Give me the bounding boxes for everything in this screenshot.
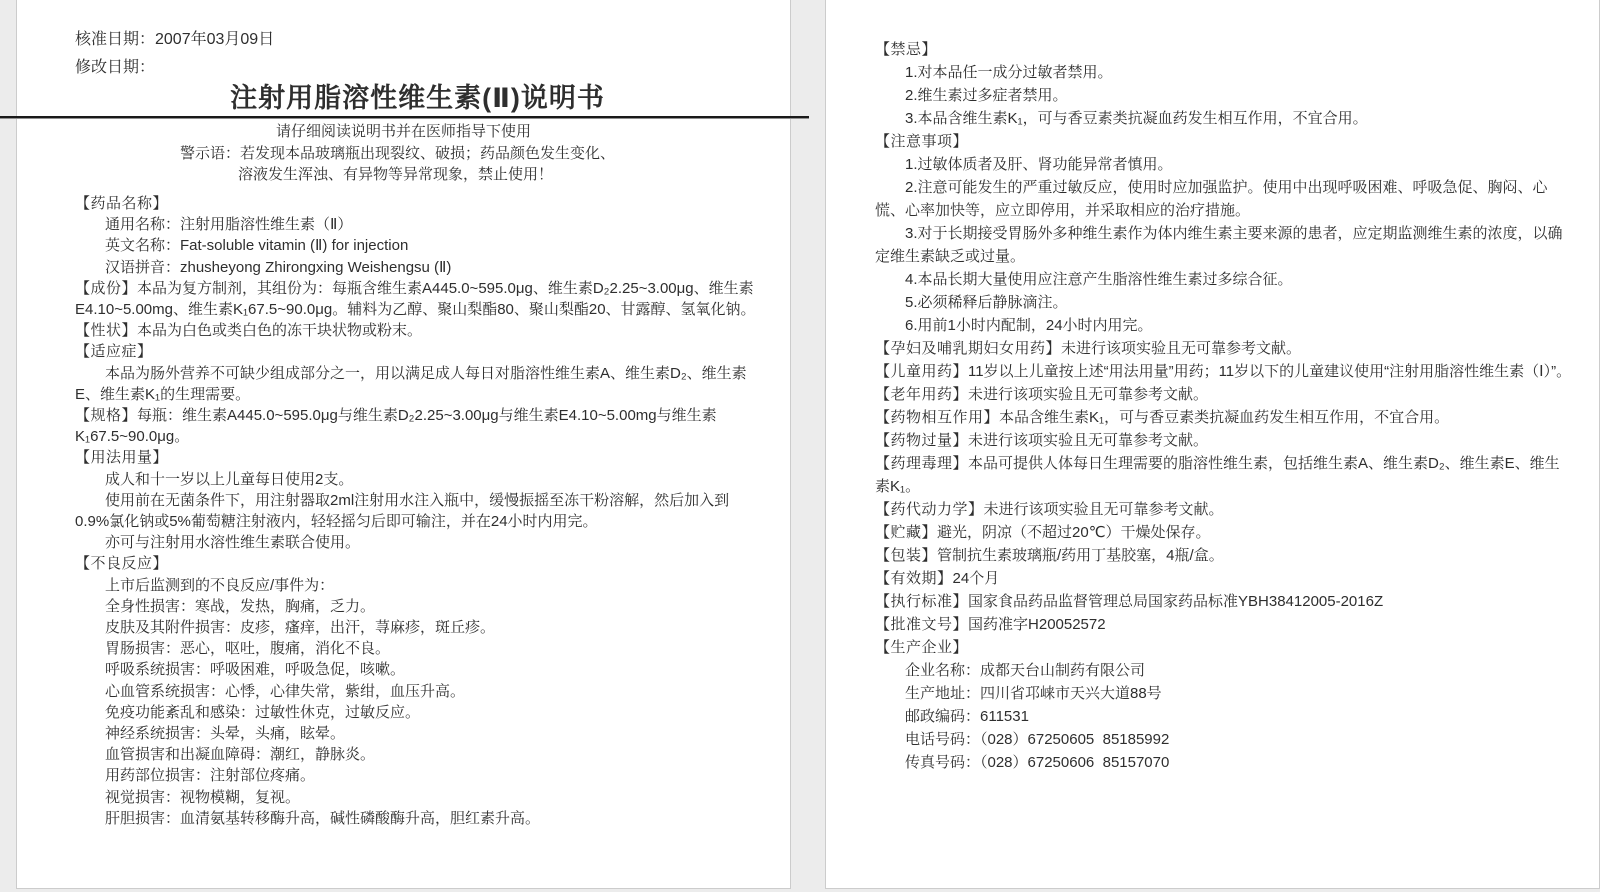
section-paragraph: 【贮藏】避光，阴凉（不超过20℃）干燥处保存。 bbox=[875, 524, 1211, 541]
section-heading: 【药物相互作用】 bbox=[875, 409, 1000, 426]
text-line: 心血管系统损害：心悸，心律失常，紫绀，血压升高。 bbox=[105, 682, 466, 700]
page1-body bbox=[75, 193, 759, 829]
warning-line-1: 警示语：若发现本品玻璃瓶出现裂纹、破损；药品颜色发生变化、 bbox=[180, 144, 616, 162]
section-paragraph: 【儿童用药】11岁以上儿童按上述“用法用量”用药；11岁以下的儿童建议使用“注射用脂溶性维生素（Ⅰ）”。 bbox=[875, 363, 1572, 380]
section-paragraph: 【老年用药】未进行该项实验且无可靠参考文献。 bbox=[875, 386, 1209, 403]
section-heading: 【孕妇及哺乳期妇女用药】 bbox=[875, 340, 1062, 357]
warning-block bbox=[17, 121, 790, 186]
section-paragraph: 【规格】每瓶：维生素A445.0~595.0μg与维生素D₂2.25~3.00μg与维生素E4.10~5.00mg与维生素K₁67.5~90.0μg。 bbox=[75, 407, 717, 446]
section-heading: 【有效期】 bbox=[875, 570, 953, 587]
text-line: 神经系统损害：头晕，头痛，眩晕。 bbox=[105, 725, 346, 743]
page1-header bbox=[75, 26, 274, 82]
section-paragraph bbox=[875, 636, 1573, 659]
section-heading: 【注意事项】 bbox=[875, 133, 969, 150]
section-heading: 【性状】 bbox=[75, 322, 138, 340]
text-line: 3.对于长期接受胃肠外多种维生素作为体内维生素主要来源的患者，应定期监测维生素的浓度，以确定维生素缺乏或过量。 bbox=[875, 225, 1563, 265]
text-line: 电话号码：（028）67250605 85185992 bbox=[905, 731, 1170, 748]
revision-date: 修改日期： bbox=[75, 59, 156, 76]
section-heading: 【药理毒理】 bbox=[875, 455, 969, 472]
text-line: 传真号码：（028）67250606 85157070 bbox=[905, 754, 1170, 771]
section-paragraph bbox=[75, 193, 759, 214]
section-heading: 【药物过量】 bbox=[875, 432, 969, 449]
section-paragraph bbox=[75, 341, 759, 362]
section-paragraph: 【执行标准】国家食品药品监督管理总局国家药品标准YBH38412005-2016Z bbox=[875, 593, 1384, 610]
text-line: 视觉损害：视物模糊，复视。 bbox=[105, 788, 301, 806]
text-line: 本品为肠外营养不可缺少组成部分之一，用以满足成人每日对脂溶性维生素A、维生素D₂、维生素E、维生素K₁的生理需要。 bbox=[75, 364, 747, 403]
section-heading: 【成份】 bbox=[75, 279, 138, 297]
section-heading: 【执行标准】 bbox=[875, 593, 969, 610]
text-line: 全身性损害：寒战，发热，胸痛，乏力。 bbox=[105, 597, 376, 615]
title-rule-shadow bbox=[0, 118, 809, 119]
section-heading: 【适应症】 bbox=[75, 343, 153, 361]
text-line: 5.必须稀释后静脉滴注。 bbox=[905, 294, 1068, 311]
text-line: 胃肠损害：恶心，呕吐，腹痛，消化不良。 bbox=[105, 640, 391, 658]
text-line: 血管损害和出凝血障碍：潮红，静脉炎。 bbox=[105, 746, 376, 764]
text-line: 邮政编码：611531 bbox=[905, 708, 1029, 725]
text-line: 皮肤及其附件损害：皮疹，瘙痒，出汗，荨麻疹，斑丘疹。 bbox=[105, 619, 496, 637]
warning-line-2: 溶液发生浑浊、有异物等异常现象，禁止使用！ bbox=[238, 166, 554, 184]
section-paragraph: 【包装】管制抗生素玻璃瓶/药用丁基胶塞，4瓶/盒。 bbox=[875, 547, 1224, 564]
section-paragraph: 【性状】本品为白色或类白色的冻干块状物或粉末。 bbox=[75, 322, 423, 340]
section-heading: 【药品名称】 bbox=[75, 195, 169, 212]
text-line: 上市后监测到的不良反应/事件为： bbox=[105, 576, 335, 594]
section-heading: 【不良反应】 bbox=[75, 555, 169, 573]
text-line: 亦可与注射用水溶性维生素联合使用。 bbox=[105, 534, 361, 552]
text-line: 2.注意可能发生的严重过敏反应，使用时应加强监护。使用中出现呼吸困难、呼吸急促、胸闷、心慌、心率加快等，应立即停用，并采取相应的治疗措施。 bbox=[875, 179, 1548, 219]
section-paragraph: 【药物过量】未进行该项实验且无可靠参考文献。 bbox=[875, 432, 1209, 449]
text-line: 使用前在无菌条件下，用注射器取2ml注射用水注入瓶中，缓慢振摇至冻干粉溶解，然后加入到0.9%氯化钠或5%葡萄糖注射液内，轻轻摇匀后即可输注，并在24小时内用完。 bbox=[75, 491, 730, 531]
section-heading: 【老年用药】 bbox=[875, 386, 969, 403]
text-line: 成人和十一岁以上儿童每日使用2支。 bbox=[105, 470, 354, 488]
section-paragraph: 【孕妇及哺乳期妇女用药】未进行该项实验且无可靠参考文献。 bbox=[875, 340, 1302, 357]
section-heading: 【禁忌】 bbox=[875, 41, 938, 58]
text-line: 6.用前1小时内配制，24小时内用完。 bbox=[905, 317, 1153, 334]
page-title: 注射用脂溶性维生素(Ⅱ)说明书 bbox=[230, 83, 605, 113]
text-line: 2.维生素过多症者禁用。 bbox=[905, 87, 1068, 104]
section-paragraph: 【药代动力学】未进行该项实验且无可靠参考文献。 bbox=[875, 501, 1224, 518]
text-line: 用药部位损害：注射部位疼痛。 bbox=[105, 767, 316, 785]
text-line: 1.过敏体质者及肝、肾功能异常者慎用。 bbox=[905, 156, 1173, 173]
section-heading: 【用法用量】 bbox=[75, 449, 169, 467]
section-heading: 【生产企业】 bbox=[875, 639, 969, 656]
section-heading: 【儿童用药】 bbox=[875, 363, 969, 380]
text-line: 企业名称：成都天台山制药有限公司 bbox=[905, 662, 1146, 679]
section-paragraph bbox=[875, 130, 1573, 153]
section-paragraph: 【药理毒理】本品可提供人体每日生理需要的脂溶性维生素，包括维生素A、维生素D₂、维生素E、维生素K₁。 bbox=[875, 455, 1560, 495]
section-paragraph bbox=[875, 38, 1573, 61]
text-line: 1.对本品任一成分过敏者禁用。 bbox=[905, 64, 1113, 81]
page-1 bbox=[16, 0, 791, 889]
text-line: 免疫功能紊乱和感染：过敏性休克，过敏反应。 bbox=[105, 703, 421, 721]
section-heading: 【批准文号】 bbox=[875, 616, 969, 633]
read-notice: 请仔细阅读说明书并在医师指导下使用 bbox=[275, 123, 531, 140]
page2-body bbox=[875, 38, 1573, 774]
section-paragraph bbox=[75, 553, 759, 574]
section-heading: 【包装】 bbox=[875, 547, 938, 564]
text-line: 英文名称：Fat-soluble vitamin (Ⅱ) for injection bbox=[105, 237, 409, 255]
section-heading: 【药代动力学】 bbox=[875, 501, 984, 518]
section-paragraph: 【药物相互作用】本品含维生素K₁，可与香豆素类抗凝血药发生相互作用，不宜合用。 bbox=[875, 409, 1450, 426]
section-paragraph: 【成份】本品为复方制剂，其组份为：每瓶含维生素A445.0~595.0μg、维生素D₂2.25~3.00μg、维生素E4.10~5.00mg、维生素K₁67.5~90.0μg。辅料为乙醇、聚山梨酯80、聚山梨酯20、甘露醇、氢氧化钠。 bbox=[75, 279, 756, 319]
text-line: 通用名称：注射用脂溶性维生素（Ⅱ） bbox=[105, 216, 353, 234]
section-paragraph bbox=[75, 447, 759, 468]
text-line: 呼吸系统损害：呼吸困难，呼吸急促，咳嗽。 bbox=[105, 661, 406, 679]
section-paragraph: 【批准文号】国药准字H20052572 bbox=[875, 616, 1106, 633]
text-line: 汉语拼音：zhusheyong Zhirongxing Weishengsu (Ⅱ) bbox=[105, 258, 452, 276]
page-2 bbox=[825, 0, 1600, 889]
section-heading: 【贮藏】 bbox=[875, 524, 938, 541]
approval-date: 核准日期：2007年03月09日 bbox=[75, 31, 275, 48]
text-line: 生产地址：四川省邛崃市天兴大道88号 bbox=[905, 685, 1162, 702]
section-paragraph: 【有效期】24个月 bbox=[875, 570, 1000, 587]
text-line: 3.本品含维生素K₁，可与香豆素类抗凝血药发生相互作用，不宜合用。 bbox=[905, 110, 1368, 127]
text-line: 肝胆损害：血清氨基转移酶升高，碱性磷酸酶升高，胆红素升高。 bbox=[105, 809, 541, 827]
text-line: 4.本品长期大量使用应注意产生脂溶性维生素过多综合征。 bbox=[905, 271, 1293, 288]
section-heading: 【规格】 bbox=[75, 407, 138, 425]
